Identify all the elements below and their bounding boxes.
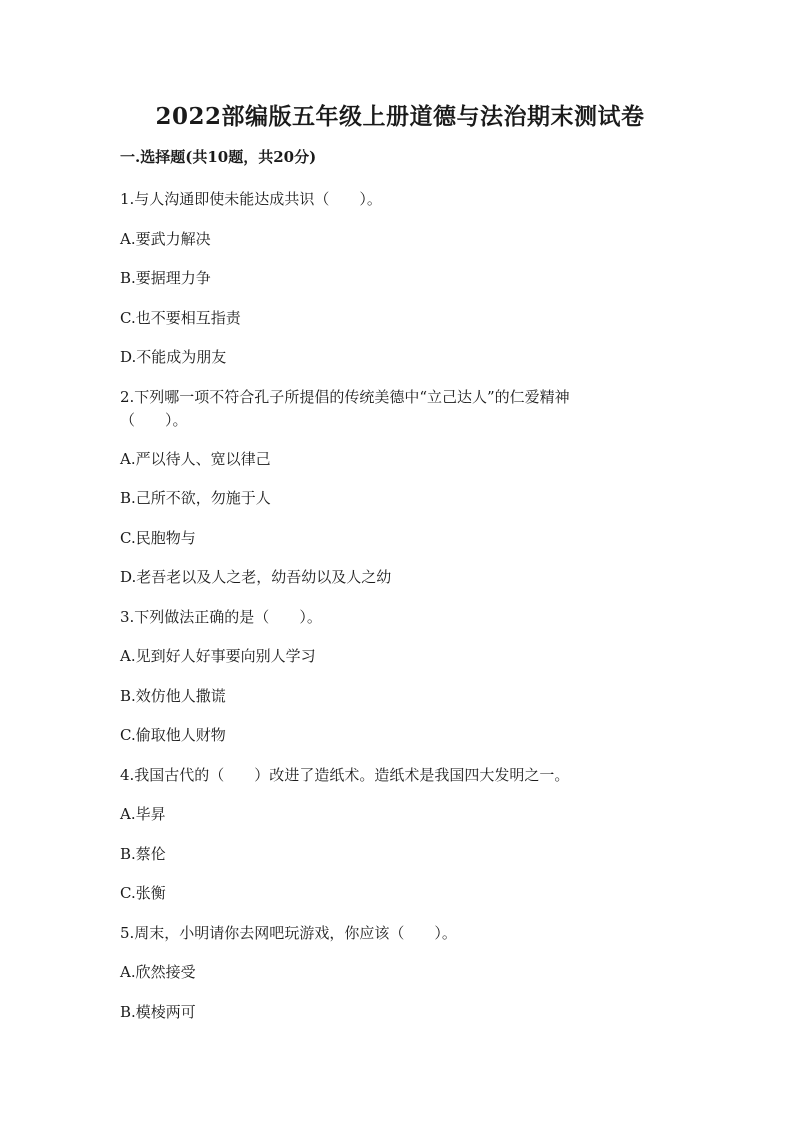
question-1-stem: 1.与人沟通即使未能达成共识（ ）。 [120,190,382,208]
question-2-option-a[interactable]: A.严以待人、宽以律己 [120,450,271,468]
question-1-option-d[interactable]: D.不能成为朋友 [120,348,227,366]
question-3-option-b[interactable]: B.效仿他人撒谎 [120,687,226,705]
page-title: 2022部编版五年级上册道德与法治期末测试卷 [155,103,645,130]
question-5-option-a[interactable]: A.欣然接受 [120,963,196,981]
question-4-option-a[interactable]: A.毕昇 [120,805,166,823]
question-2-option-d[interactable]: D.老吾老以及人之老，幼吾幼以及人之幼 [120,568,392,586]
question-2-option-b[interactable]: B.己所不欲，勿施于人 [120,489,271,507]
question-5-option-b[interactable]: B.模棱两可 [120,1003,196,1021]
question-2-stem: 2.下列哪一项不符合孔子所提倡的传统美德中“立己达人”的仁爱精神 [120,388,570,406]
question-4-stem: 4.我国古代的（ ）改进了造纸术。造纸术是我国四大发明之一。 [120,766,570,784]
question-3-stem: 3.下列做法正确的是（ ）。 [120,608,322,626]
question-4-option-b[interactable]: B.蔡伦 [120,845,166,863]
question-1-option-b[interactable]: B.要据理力争 [120,269,211,287]
question-4-option-c[interactable]: C.张衡 [120,884,166,902]
section-heading: 一.选择题(共10题，共20分) [120,148,317,166]
question-5-stem: 5.周末，小明请你去网吧玩游戏，你应该（ ）。 [120,924,457,942]
question-2-option-c[interactable]: C.民胞物与 [120,529,196,547]
question-1-option-a[interactable]: A.要武力解决 [120,230,211,248]
question-3-option-a[interactable]: A.见到好人好事要向别人学习 [120,647,316,665]
question-1-option-c[interactable]: C.也不要相互指责 [120,309,241,327]
question-2-stem-continued: （ ）。 [120,411,188,429]
question-3-option-c[interactable]: C.偷取他人财物 [120,726,226,744]
